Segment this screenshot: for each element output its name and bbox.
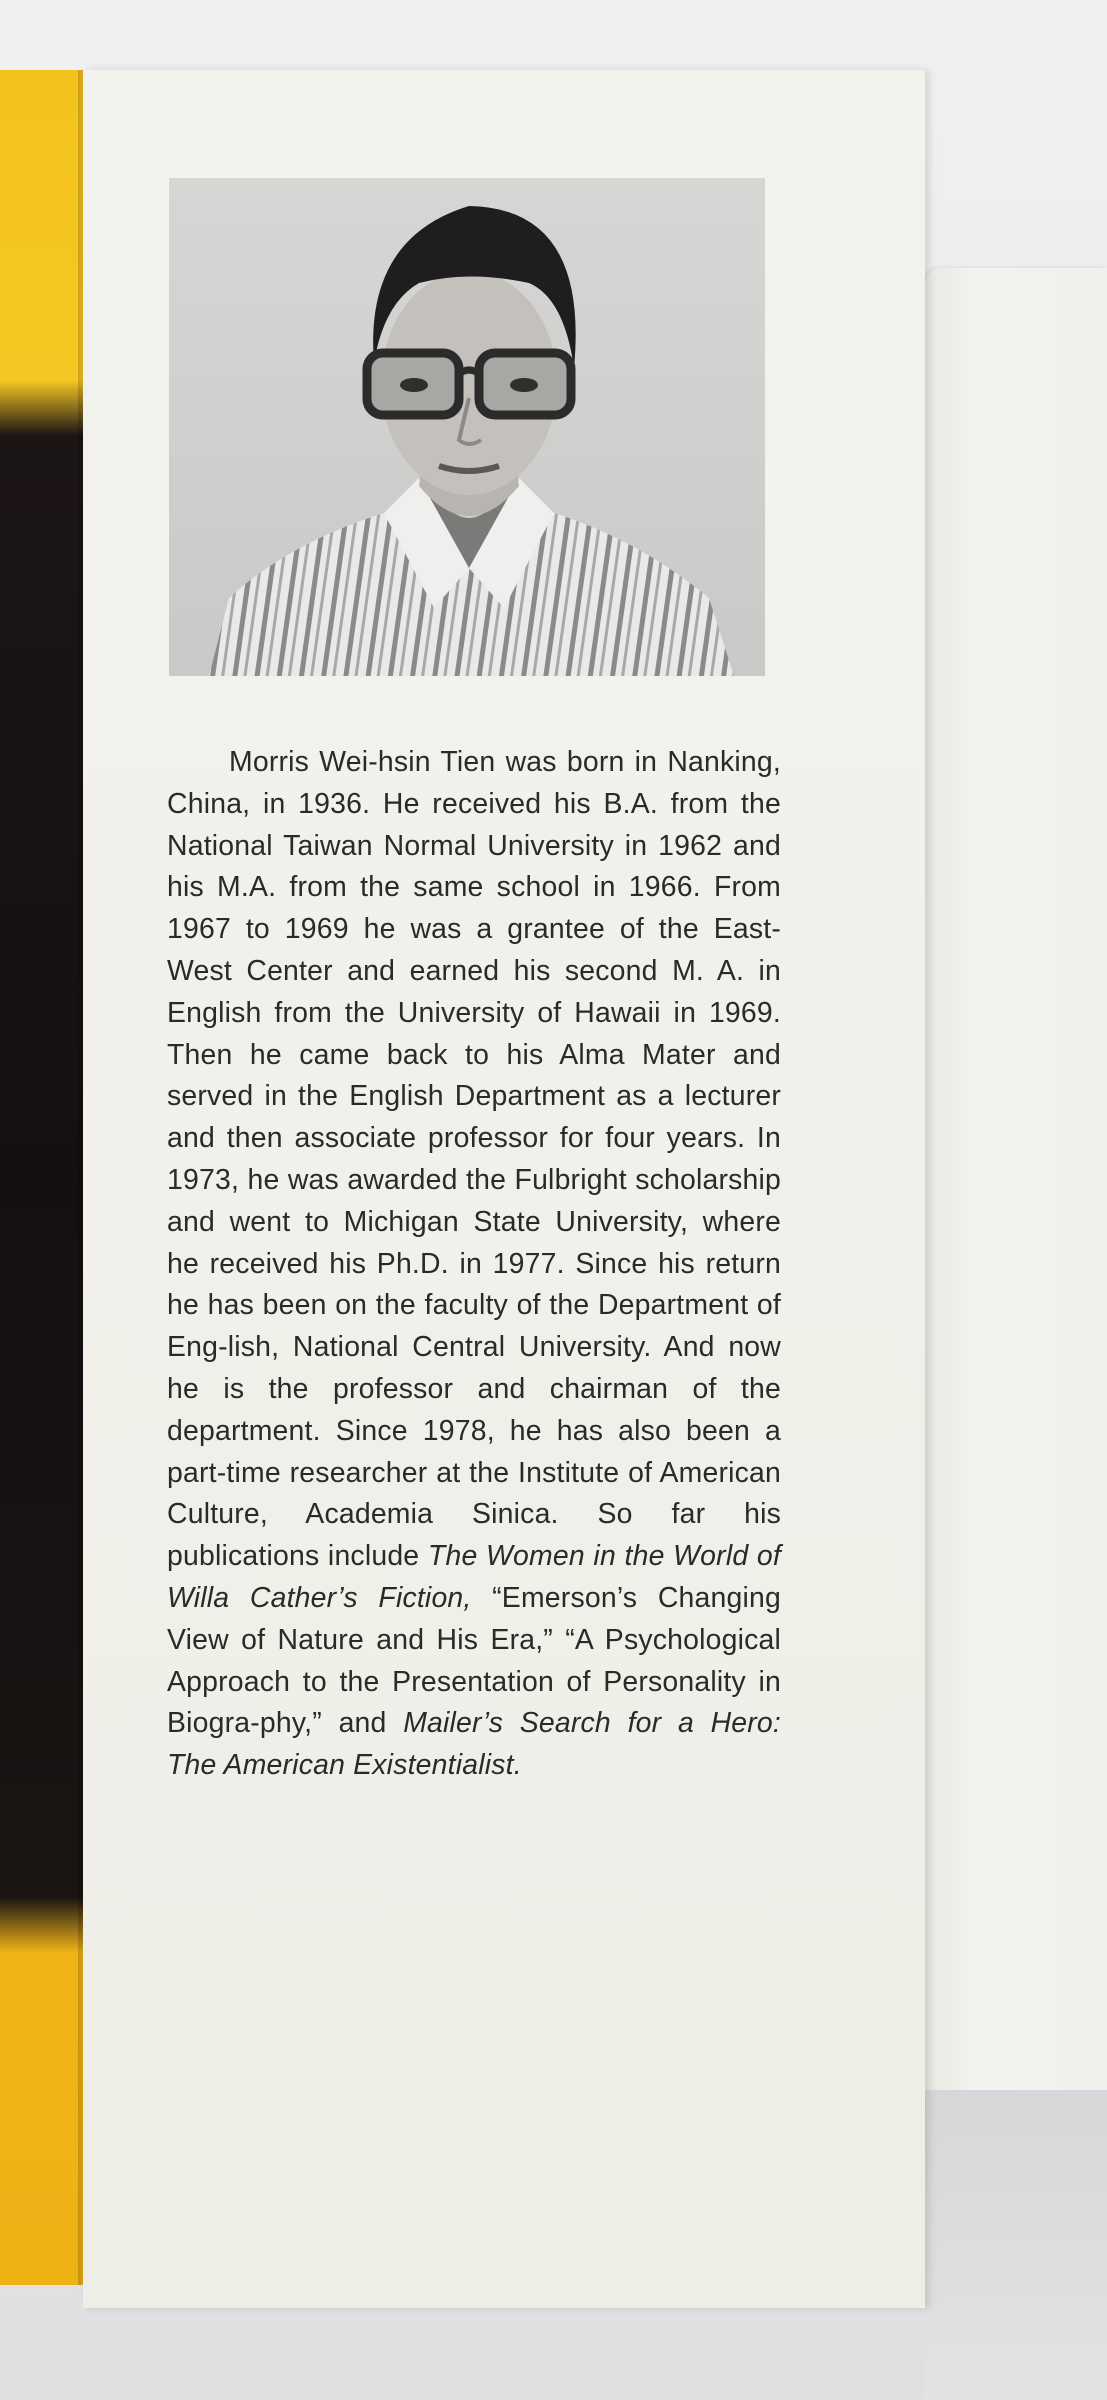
author-biography <box>167 742 781 1787</box>
book-page <box>83 70 925 2308</box>
bio-title-mailers-search: Mailer’s Search for a Hero: The American Existentialist. <box>167 1707 781 1782</box>
author-photo <box>169 178 765 676</box>
jacket-flap <box>0 70 83 2285</box>
bio-text-2: “Emerson’s Changing View of Nature and His Era,” “A Psychological Approach to the Presentation of Personality in Biogra-phy,” and <box>167 1581 781 1740</box>
back-page-shadow <box>925 2090 1107 2400</box>
back-page <box>925 268 1107 2090</box>
bio-title-women-in-the-world: The Women in the World of Willa Cather’s Fiction, <box>167 1540 781 1614</box>
bio-text-1: Morris Wei-hsin Tien was born in Nanking, China, in 1936. He received his B.A. from the National Taiwan Normal University in 1962 and his M.A. from the same school in 1966. From 1967 to 1969 he was a grantee of the East-West Center and earned his second M. A. in English from the University of Hawaii in 1969. Then he came back to his Alma Mater and served in the English Department as a lecturer and then associate professor for four years. In 1973, he was awarded the Fulbright scholarship and went to Michigan State University, where he received his Ph.D. in 1977. Since his return he has been on the faculty of the Department of Eng-lish, National Central University. And now he is the professor and chairman of the department. Since 1978, he has also been a part-time researcher at the Institute of American Culture, Academia Sinica. So far his publications include <box>167 746 781 1573</box>
